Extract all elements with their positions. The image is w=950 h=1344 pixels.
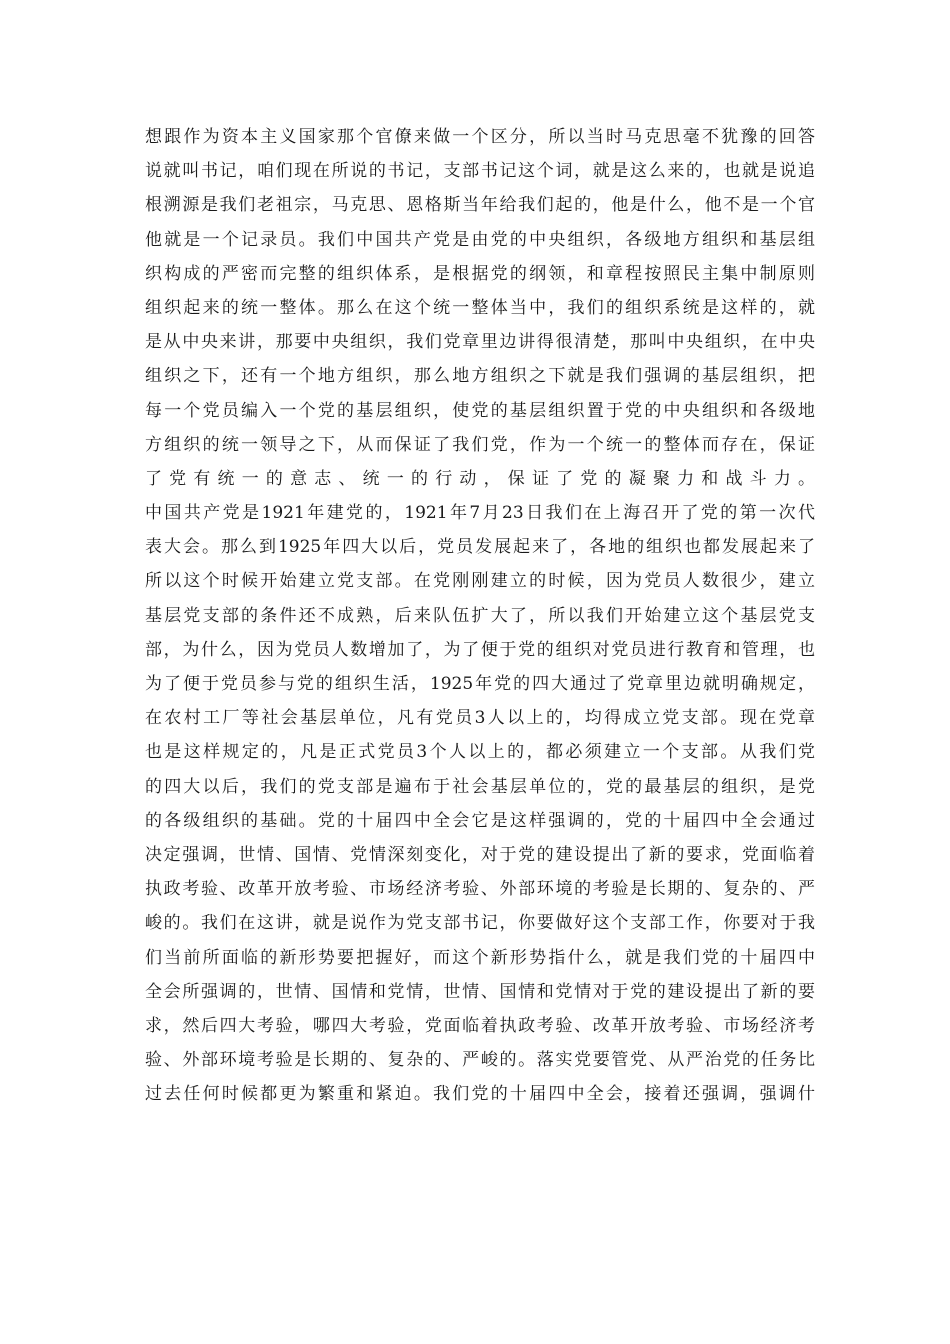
text-line-11: 了党有统一的意志、统一的行动，保证了党的凝聚力和战斗力。 xyxy=(145,468,815,489)
text-line-16: 部，为什么，因为党员人数增加了，为了便于党的组织对党员进行教育和管理，也 xyxy=(145,639,815,660)
text-line-12: 中国共产党是1921年建党的，1921年7月23日我们在上海召开了党的第一次代 xyxy=(145,503,815,524)
text-line-1: 想跟作为资本主义国家那个官僚来做一个区分，所以当时马克思毫不犹豫的回答 xyxy=(145,127,815,147)
text-line-20: 的四大以后，我们的党支部是遍布于社会基层单位的，党的最基层的组织，是党 xyxy=(145,776,815,797)
text-line-7: 是从中央来讲，那要中央组织，我们党章里边讲得很清楚，那叫中央组织，在中央 xyxy=(145,332,815,353)
text-line-4: 他就是一个记录员。我们中国共产党是由党的中央组织，各级地方组织和基层组 xyxy=(145,229,815,250)
text-line-2: 说就叫书记，咱们现在所说的书记，支部书记这个词，就是这么来的，也就是说追 xyxy=(145,161,815,182)
text-line-28: 验、外部环境考验是长期的、复杂的、严峻的。落实党要管党、从严治党的任务比 xyxy=(145,1050,815,1071)
text-line-15: 基层党支部的条件还不成熟，后来队伍扩大了，所以我们开始建立这个基层党支 xyxy=(145,605,815,626)
text-line-19: 也是这样规定的，凡是正式党员3个人以上的，都必须建立一个支部。从我们党 xyxy=(145,742,815,763)
text-line-23: 执政考验、改革开放考验、市场经济考验、外部环境的考验是长期的、复杂的、严 xyxy=(145,879,815,900)
text-line-10: 方组织的统一领导之下，从而保证了我们党，作为一个统一的整体而存在，保证 xyxy=(145,434,815,455)
text-line-13: 表大会。那么到1925年四大以后，党员发展起来了，各地的组织也都发展起来了 xyxy=(145,537,815,558)
text-line-26: 全会所强调的，世情、国情和党情，世情、国情和党情对于党的建设提出了新的要 xyxy=(145,981,815,1002)
text-line-17: 为了便于党员参与党的组织生活，1925年党的四大通过了党章里边就明确规定， xyxy=(145,674,815,694)
text-line-8: 组织之下，还有一个地方组织，那么地方组织之下就是我们强调的基层组织，把 xyxy=(145,366,815,387)
text-line-9: 每一个党员编入一个党的基层组织，使党的基层组织置于党的中央组织和各级地 xyxy=(145,400,815,421)
text-line-18: 在农村工厂等社会基层单位，凡有党员3人以上的，均得成立党支部。现在党章 xyxy=(145,708,815,729)
text-line-21: 的各级组织的基础。党的十届四中全会它是这样强调的，党的十届四中全会通过 xyxy=(145,810,815,831)
text-line-25: 们当前所面临的新形势要把握好，而这个新形势指什么，就是我们党的十届四中 xyxy=(145,947,815,968)
text-line-24: 峻的。我们在这讲，就是说作为党支部书记，你要做好这个支部工作，你要对于我 xyxy=(145,913,815,934)
text-line-6: 组织起来的统一整体。那么在这个统一整体当中，我们的组织系统是这样的，就 xyxy=(145,297,815,318)
text-line-14: 所以这个时候开始建立党支部。在党刚刚建立的时候，因为党员人数很少，建立 xyxy=(145,571,815,592)
text-line-5: 织构成的严密而完整的组织体系，是根据党的纲领，和章程按照民主集中制原则 xyxy=(145,263,815,284)
text-line-29: 过去任何时候都更为繁重和紧迫。我们党的十届四中全会，接着还强调，强调什 xyxy=(145,1084,815,1105)
text-line-3: 根溯源是我们老祖宗，马克思、恩格斯当年给我们起的，他是什么，他不是一个官 xyxy=(145,195,815,216)
text-line-27: 求，然后四大考验，哪四大考验，党面临着执政考验、改革开放考验、市场经济考 xyxy=(145,1015,815,1036)
text-line-22: 决定强调，世情、国情、党情深刻变化，对于党的建设提出了新的要求，党面临着 xyxy=(145,844,815,865)
body-text xyxy=(145,120,815,1111)
